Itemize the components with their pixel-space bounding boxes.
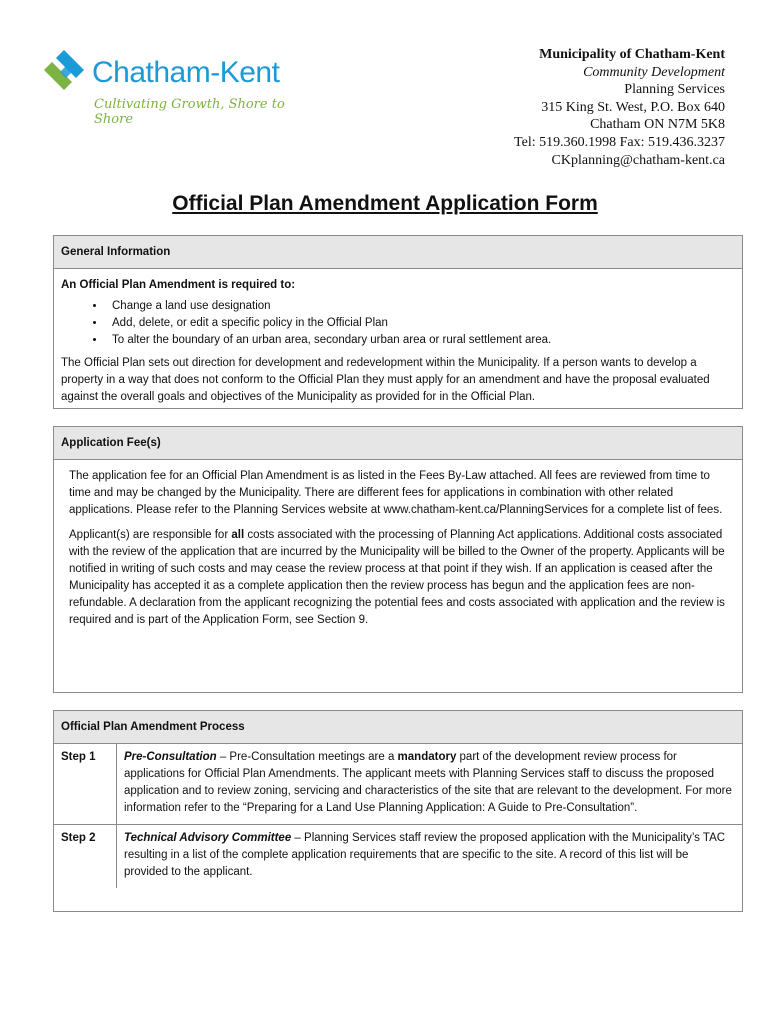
municipality-name: Municipality of Chatham-Kent [539,47,725,62]
phone-fax: Tel: 519.360.1998 Fax: 519.436.3237 [514,134,725,150]
street-address: 315 King St. West, P.O. Box 640 [541,99,725,115]
chatham-kent-logo [42,48,302,127]
list-item: • Change a land use designation [106,298,735,315]
text: – Planning Services staff review the proposed application with the Municipality’s TAC resulting in a list of the complete application requirements that are specific to the site. A record of this list will be provided to the applicant. [124,832,726,878]
step-label: Step 1 [54,744,117,825]
department-name: Community Development [583,64,725,80]
section-heading: Official Plan Amendment Process [54,711,742,743]
page-title: Official Plan Amendment Application Form [172,192,598,215]
table-row [54,744,742,825]
diamond-logo-icon [42,48,90,96]
requirement-list [61,298,735,349]
step-term: Pre-Consultation [124,751,217,763]
amendment-process-section [53,710,743,912]
text: costs associated with the processing of Planning Act applications. Additional costs associated with the review of the application that are incurred by the Municipality will be billed to the Owner of the property. Applicants will be notified in writing of such costs and may cease the review process at that point if they wish. If an application is ceased after the Municipality has accepted it as a complete application then the review process has begun and the application fees are non-refundable. A declaration from the applicant recognizing the potential fees and costs associated with application and the review is required and is part of the Application Form, see Section 9. [69,529,725,626]
step-label: Step 2 [54,825,117,889]
address-block [514,46,725,169]
logo-tagline: Cultivating Growth, Shore to Shore [94,97,285,127]
city-postal: Chatham ON N7M 5K8 [590,117,725,133]
division-name: Planning Services [624,82,725,98]
list-item: • Add, delete, or edit a specific policy in the Official Plan [106,315,735,332]
paragraph [69,527,727,629]
section-body [54,269,742,420]
section-body [54,460,742,645]
text-emphasis: all [231,529,245,541]
subheading: An Official Plan Amendment is required to: [61,279,296,291]
step-description [117,825,743,889]
application-fees-section [53,426,743,693]
list-item: • To alter the boundary of an urban area, secondary urban area or rural settlement area. [106,332,735,349]
general-information-section [53,235,743,409]
email-address: CKplanning@chatham-kent.ca [551,152,725,168]
section-heading: Application Fee(s) [54,427,742,460]
section-heading: General Information [54,236,742,269]
logo-name: Chatham-Kent [92,56,280,89]
step-description [117,744,743,825]
text: Applicant(s) are responsible for [69,529,232,541]
table-row [54,825,742,889]
text-emphasis: mandatory [397,751,457,763]
process-table [54,743,742,888]
paragraph: The Official Plan sets out direction for development and redevelopment within the Municipality. If a person wants to develop a property in a way that does not conform to the Official Plan they must apply for an amendment and have the proposal evaluated against the overall goals and objectives of the Municipality as provided for in the Official Plan. [61,357,710,403]
paragraph: The application fee for an Official Plan Amendment is as listed in the Fees By-Law attached. All fees are reviewed from time to time and may be changed by the Municipality. There are different fees for applications in combination with other related applications. Please refer to the Planning Services website at www.chatham-kent.ca/PlanningServices for a complete list of fees. [69,470,723,516]
text: – Pre-Consultation meetings are a [216,751,398,763]
step-term: Technical Advisory Committee [124,832,292,844]
text: part of the development review process for applications for Official Plan Amendments. The applicant meets with Planning Services staff to discuss the proposed application and to review zoning, servicing and characteristics of the site that are relevant to the development. For more information refer to the “Preparing for a Land Use Planning Application: A Guide to Pre-Consultation”. [124,751,732,814]
